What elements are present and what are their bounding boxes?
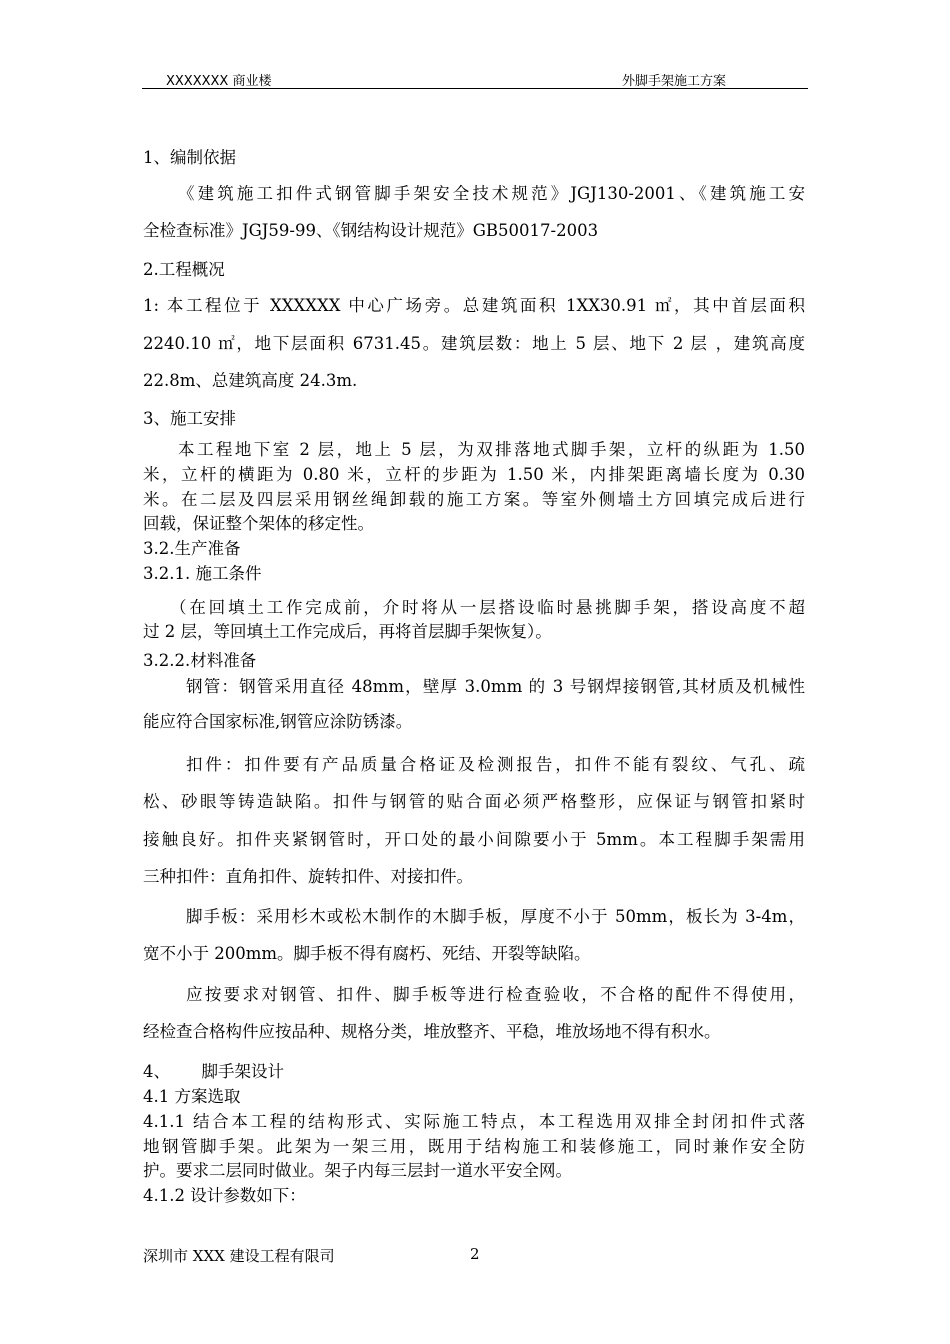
paragraph-line: 过 2 层，等回填土工作完成后，再将首层脚手架恢复）。	[143, 622, 552, 641]
page-header-left: XXXXXXX 商业楼	[166, 74, 272, 89]
heading-2: 2.工程概况	[143, 260, 225, 279]
paragraph-line: 经检查合格构件应按品种、规格分类，堆放整齐、平稳，堆放场地不得有积水。	[143, 1022, 721, 1041]
paragraph-line: 4.1.1 结合本工程的结构形式、实际施工特点，本工程选用双排全封闭扣件式落	[143, 1112, 805, 1131]
paragraph-line: 《建筑施工扣件式钢管脚手架安全技术规范》JGJ130-2001、《建筑施工安	[178, 184, 805, 203]
page-header-right: 外脚手架施工方案	[622, 74, 727, 89]
paragraph-line: 米，立杆的横距为 0.80 米，立杆的步距为 1.50 米，内排架距离墙长度为 0.30	[143, 465, 805, 484]
paragraph-line: 1: 本工程位于 XXXXXX 中心广场旁。总建筑面积 1XX30.91 ㎡，其中首层面积	[143, 296, 805, 315]
paragraph-line: （在回填土工作完成前，介时将从一层搭设临时悬挑脚手架，搭设高度不超	[170, 598, 805, 617]
paragraph-line: 护。要求二层同时做业。架子内每三层封一道水平安全网。	[143, 1161, 572, 1180]
heading-3-2-2: 3.2.2.材料准备	[143, 651, 257, 670]
heading-3: 3、施工安排	[143, 409, 236, 428]
paragraph-line: 能应符合国家标准,钢管应涂防锈漆。	[143, 712, 413, 731]
heading-3-2-1: 3.2.1. 施工条件	[143, 564, 262, 583]
paragraph-line: 钢管：钢管采用直径 48mm，壁厚 3.0mm 的 3 号钢焊接钢管,其材质及机械性	[186, 677, 805, 696]
heading-3-2: 3.2.生产准备	[143, 539, 241, 558]
footer-company: 深圳市 XXX 建设工程有限司	[143, 1247, 335, 1265]
paragraph-line: 扣件：扣件要有产品质量合格证及检测报告，扣件不能有裂纹、气孔、疏	[186, 755, 805, 774]
heading-1: 1、编制依据	[143, 148, 236, 167]
header-rule	[142, 88, 808, 89]
paragraph-line: 地钢管脚手架。此架为一架三用，既用于结构施工和装修施工，同时兼作安全防	[143, 1137, 805, 1156]
paragraph-line: 22.8m、总建筑高度 24.3m.	[143, 371, 358, 390]
heading-4-1: 4.1 方案选取	[143, 1087, 241, 1106]
paragraph-line: 接触良好。扣件夹紧钢管时，开口处的最小间隙要小于 5mm。本工程脚手架需用	[143, 830, 805, 849]
paragraph-line: 本工程地下室 2 层，地上 5 层，为双排落地式脚手架，立杆的纵距为 1.50	[178, 440, 805, 459]
paragraph-line: 2240.10 ㎡，地下层面积 6731.45。建筑层数：地上 5 层、地下 2 层 ，建筑高度	[143, 334, 805, 353]
page-number: 2	[470, 1245, 480, 1263]
paragraph-line: 应按要求对钢管、扣件、脚手板等进行检查验收，不合格的配件不得使用，	[186, 985, 805, 1004]
heading-4: 4、 脚手架设计	[143, 1062, 284, 1081]
paragraph-line: 三种扣件：直角扣件、旋转扣件、对接扣件。	[143, 867, 473, 886]
paragraph-line: 米。在二层及四层采用钢丝绳卸载的施工方案。等室外侧墙土方回填完成后进行	[143, 490, 805, 509]
paragraph-line: 宽不小于 200mm。脚手板不得有腐朽、死结、开裂等缺陷。	[143, 944, 591, 963]
paragraph-line: 松、砂眼等铸造缺陷。扣件与钢管的贴合面必须严格整形，应保证与钢管扣紧时	[143, 792, 805, 811]
paragraph-line: 回载，保证整个架体的移定性。	[143, 514, 374, 533]
paragraph-line: 全检查标准》JGJ59-99、《钢结构设计规范》GB50017-2003	[143, 221, 599, 240]
heading-4-1-2: 4.1.2 设计参数如下：	[143, 1186, 306, 1205]
paragraph-line: 脚手板：采用杉木或松木制作的木脚手板，厚度不小于 50mm，板长为 3-4m，	[186, 907, 805, 926]
